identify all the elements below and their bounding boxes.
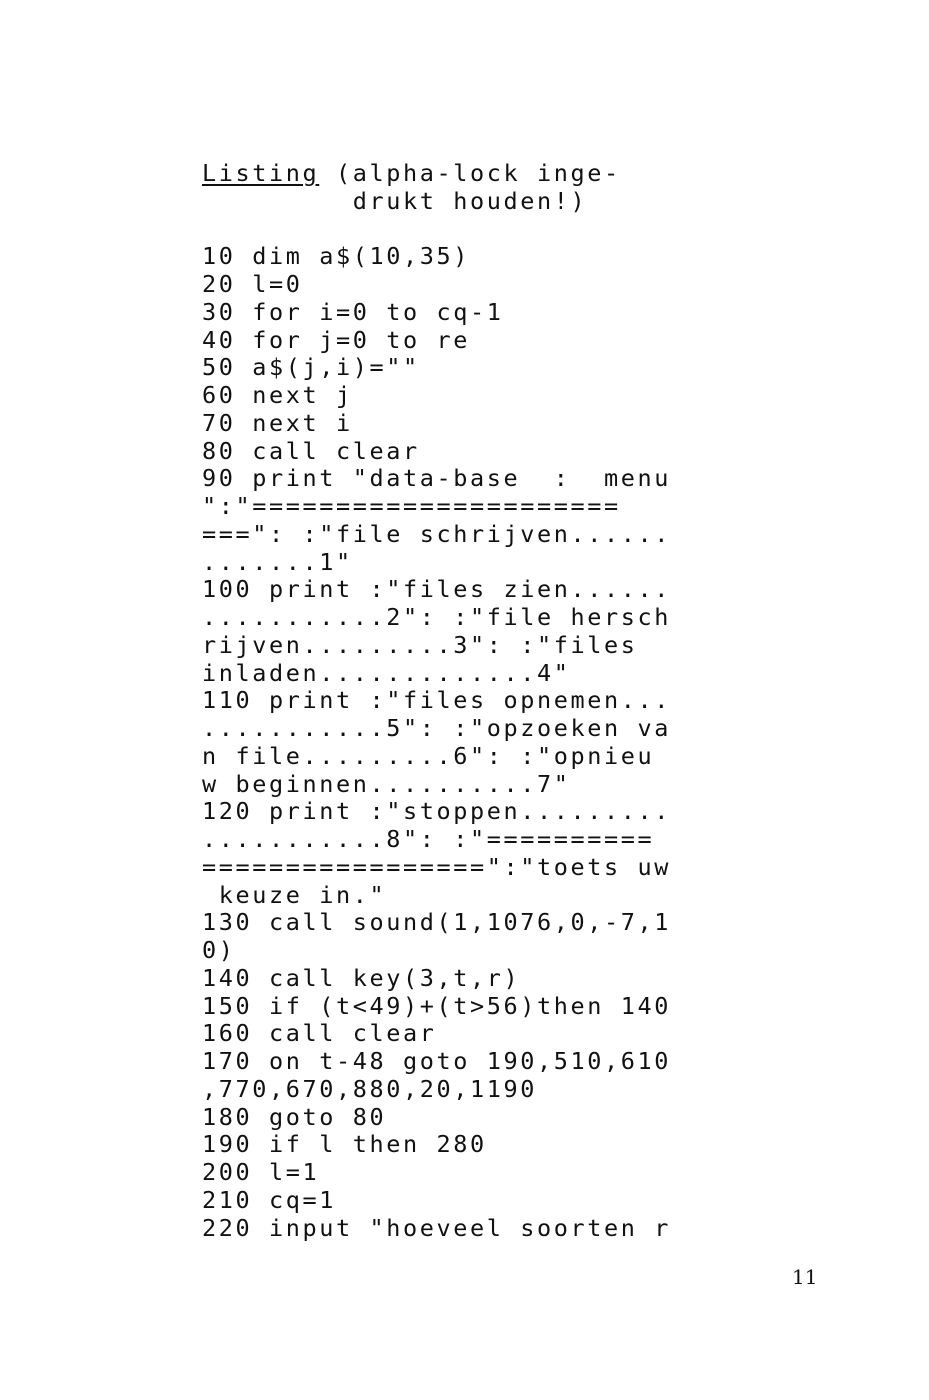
code-line: 80 call clear <box>202 436 420 465</box>
listing-note-continued: drukt houden!) <box>202 186 588 215</box>
code-line: rijven.........3": :"files <box>202 630 638 659</box>
code-line: ===": :"file schrijven...... <box>202 519 671 548</box>
code-line: ,770,670,880,20,1190 <box>202 1074 537 1103</box>
code-lines <box>202 243 671 1242</box>
code-line: 220 input "hoeveel soorten r <box>202 1213 671 1242</box>
code-line: ":"====================== <box>202 492 621 520</box>
code-line: 40 for j=0 to re <box>202 325 470 354</box>
code-listing <box>202 160 671 1242</box>
code-line: 180 goto 80 <box>202 1102 387 1131</box>
code-line: 20 l=0 <box>202 270 303 298</box>
code-line: 160 call clear <box>202 1019 437 1048</box>
code-line: 130 call sound(1,1076,0,-7,1 <box>202 908 671 937</box>
code-line: 110 print :"files opnemen... <box>202 686 671 715</box>
code-line: n file.........6": :"opnieu <box>202 741 655 770</box>
listing-heading <box>202 160 671 188</box>
code-line: 70 next i <box>202 408 353 437</box>
code-line: 150 if (t<49)+(t>56)then 140 <box>202 991 671 1020</box>
code-line: inladen.............4" <box>202 658 571 687</box>
listing-note: (alpha-lock inge- <box>319 159 621 187</box>
code-line: 170 on t-48 goto 190,510,610 <box>202 1047 671 1075</box>
code-line: 140 call key(3,t,r) <box>202 963 521 992</box>
code-line: ...........5": :"opzoeken va <box>202 714 671 742</box>
code-line: 60 next j <box>202 381 353 409</box>
code-line: 100 print :"files zien...... <box>202 575 671 604</box>
code-line: 210 cq=1 <box>202 1185 336 1214</box>
code-line: .......1" <box>202 547 353 576</box>
code-line: 90 print "data-base : menu <box>202 464 671 493</box>
code-line: 190 if l then 280 <box>202 1130 487 1159</box>
code-line: =================":"toets uw <box>202 852 671 881</box>
code-line: 0) <box>202 936 236 964</box>
code-line: ...........8": :"========== <box>202 825 655 853</box>
code-line: w beginnen..........7" <box>202 769 571 798</box>
code-line: ...........2": :"file hersch <box>202 603 671 631</box>
code-line: 30 for i=0 to cq-1 <box>202 297 504 326</box>
code-line: 10 dim a$(10,35) <box>202 242 470 271</box>
code-line: 200 l=1 <box>202 1158 320 1186</box>
code-line: 50 a$(j,i)="" <box>202 353 420 382</box>
listing-title: Listing <box>202 159 320 187</box>
code-line: keuze in." <box>202 880 387 909</box>
code-line: 120 print :"stoppen......... <box>202 797 671 826</box>
page-number: 11 <box>792 1265 818 1289</box>
blank-line <box>202 216 671 244</box>
